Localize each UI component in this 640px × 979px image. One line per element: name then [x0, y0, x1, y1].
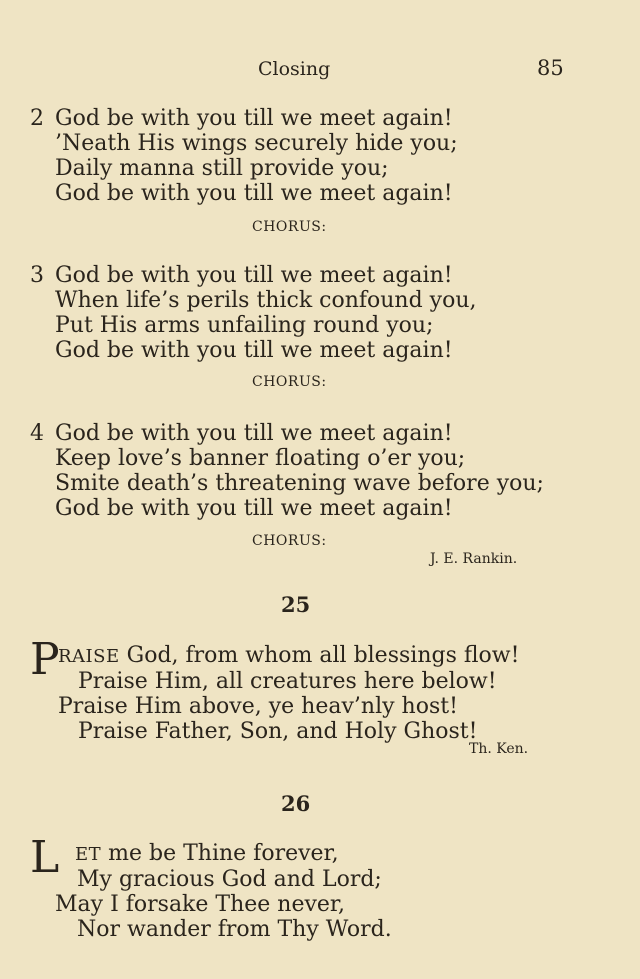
verse-line: God be with you till we meet again!: [55, 106, 453, 131]
verse-line: Put His arms unfailing round you;: [55, 313, 434, 338]
verse-line: Keep love’s banner floating o’er you;: [55, 446, 466, 471]
chorus-label: CHORUS:: [252, 374, 327, 390]
stanza-2: [30, 106, 458, 206]
verse-line: My gracious God and Lord;: [77, 867, 382, 892]
verse-line: ’Neath His wings securely hide you;: [55, 131, 458, 156]
first-word-caps: RAISE: [58, 646, 120, 667]
chorus-label: CHORUS:: [252, 533, 327, 549]
hymn-number: 26: [281, 791, 311, 816]
verse-line: God be with you till we meet again!: [55, 181, 453, 206]
drop-cap: P: [30, 634, 60, 685]
hymn-number: 25: [281, 592, 311, 617]
running-header: Closing: [258, 58, 331, 80]
verse-line: Praise Him above, ye heav’nly host!: [58, 694, 458, 719]
verse-line: Praise Father, Son, and Holy Ghost!: [78, 719, 478, 744]
stanza-number: 4: [30, 421, 44, 446]
verse-line: Praise Him, all creatures here below!: [78, 669, 497, 694]
verse-line: Nor wander from Thy Word.: [77, 917, 392, 942]
verse-line: God be with you till we meet again!: [55, 496, 453, 521]
stanza-4: [30, 421, 544, 521]
author-credit: Th. Ken.: [469, 741, 529, 757]
verse-line: When life’s perils thick confound you,: [55, 288, 477, 313]
verse-line: May I forsake Thee never,: [55, 892, 346, 917]
verse-line: God, from whom all blessings flow!: [119, 643, 520, 668]
verse-line: me be Thine forever,: [101, 841, 339, 866]
stanza-number: 3: [30, 263, 44, 288]
verse-line: God be with you till we meet again!: [55, 421, 453, 446]
verse-line: God be with you till we meet again!: [55, 263, 453, 288]
verse-line: Smite death’s threatening wave before you;: [55, 471, 544, 496]
chorus-label: CHORUS:: [252, 219, 327, 235]
verse-line: God be with you till we meet again!: [55, 338, 453, 363]
stanza-3: [30, 263, 477, 363]
first-word-caps: ET: [75, 844, 102, 865]
drop-cap: L: [30, 832, 60, 883]
hymn-25-text: [58, 643, 519, 744]
hymn-26-text: [55, 841, 392, 942]
page-number: 85: [537, 56, 564, 80]
stanza-number: 2: [30, 106, 44, 131]
verse-line: Daily manna still provide you;: [55, 156, 389, 181]
author-credit: J. E. Rankin.: [430, 551, 518, 567]
